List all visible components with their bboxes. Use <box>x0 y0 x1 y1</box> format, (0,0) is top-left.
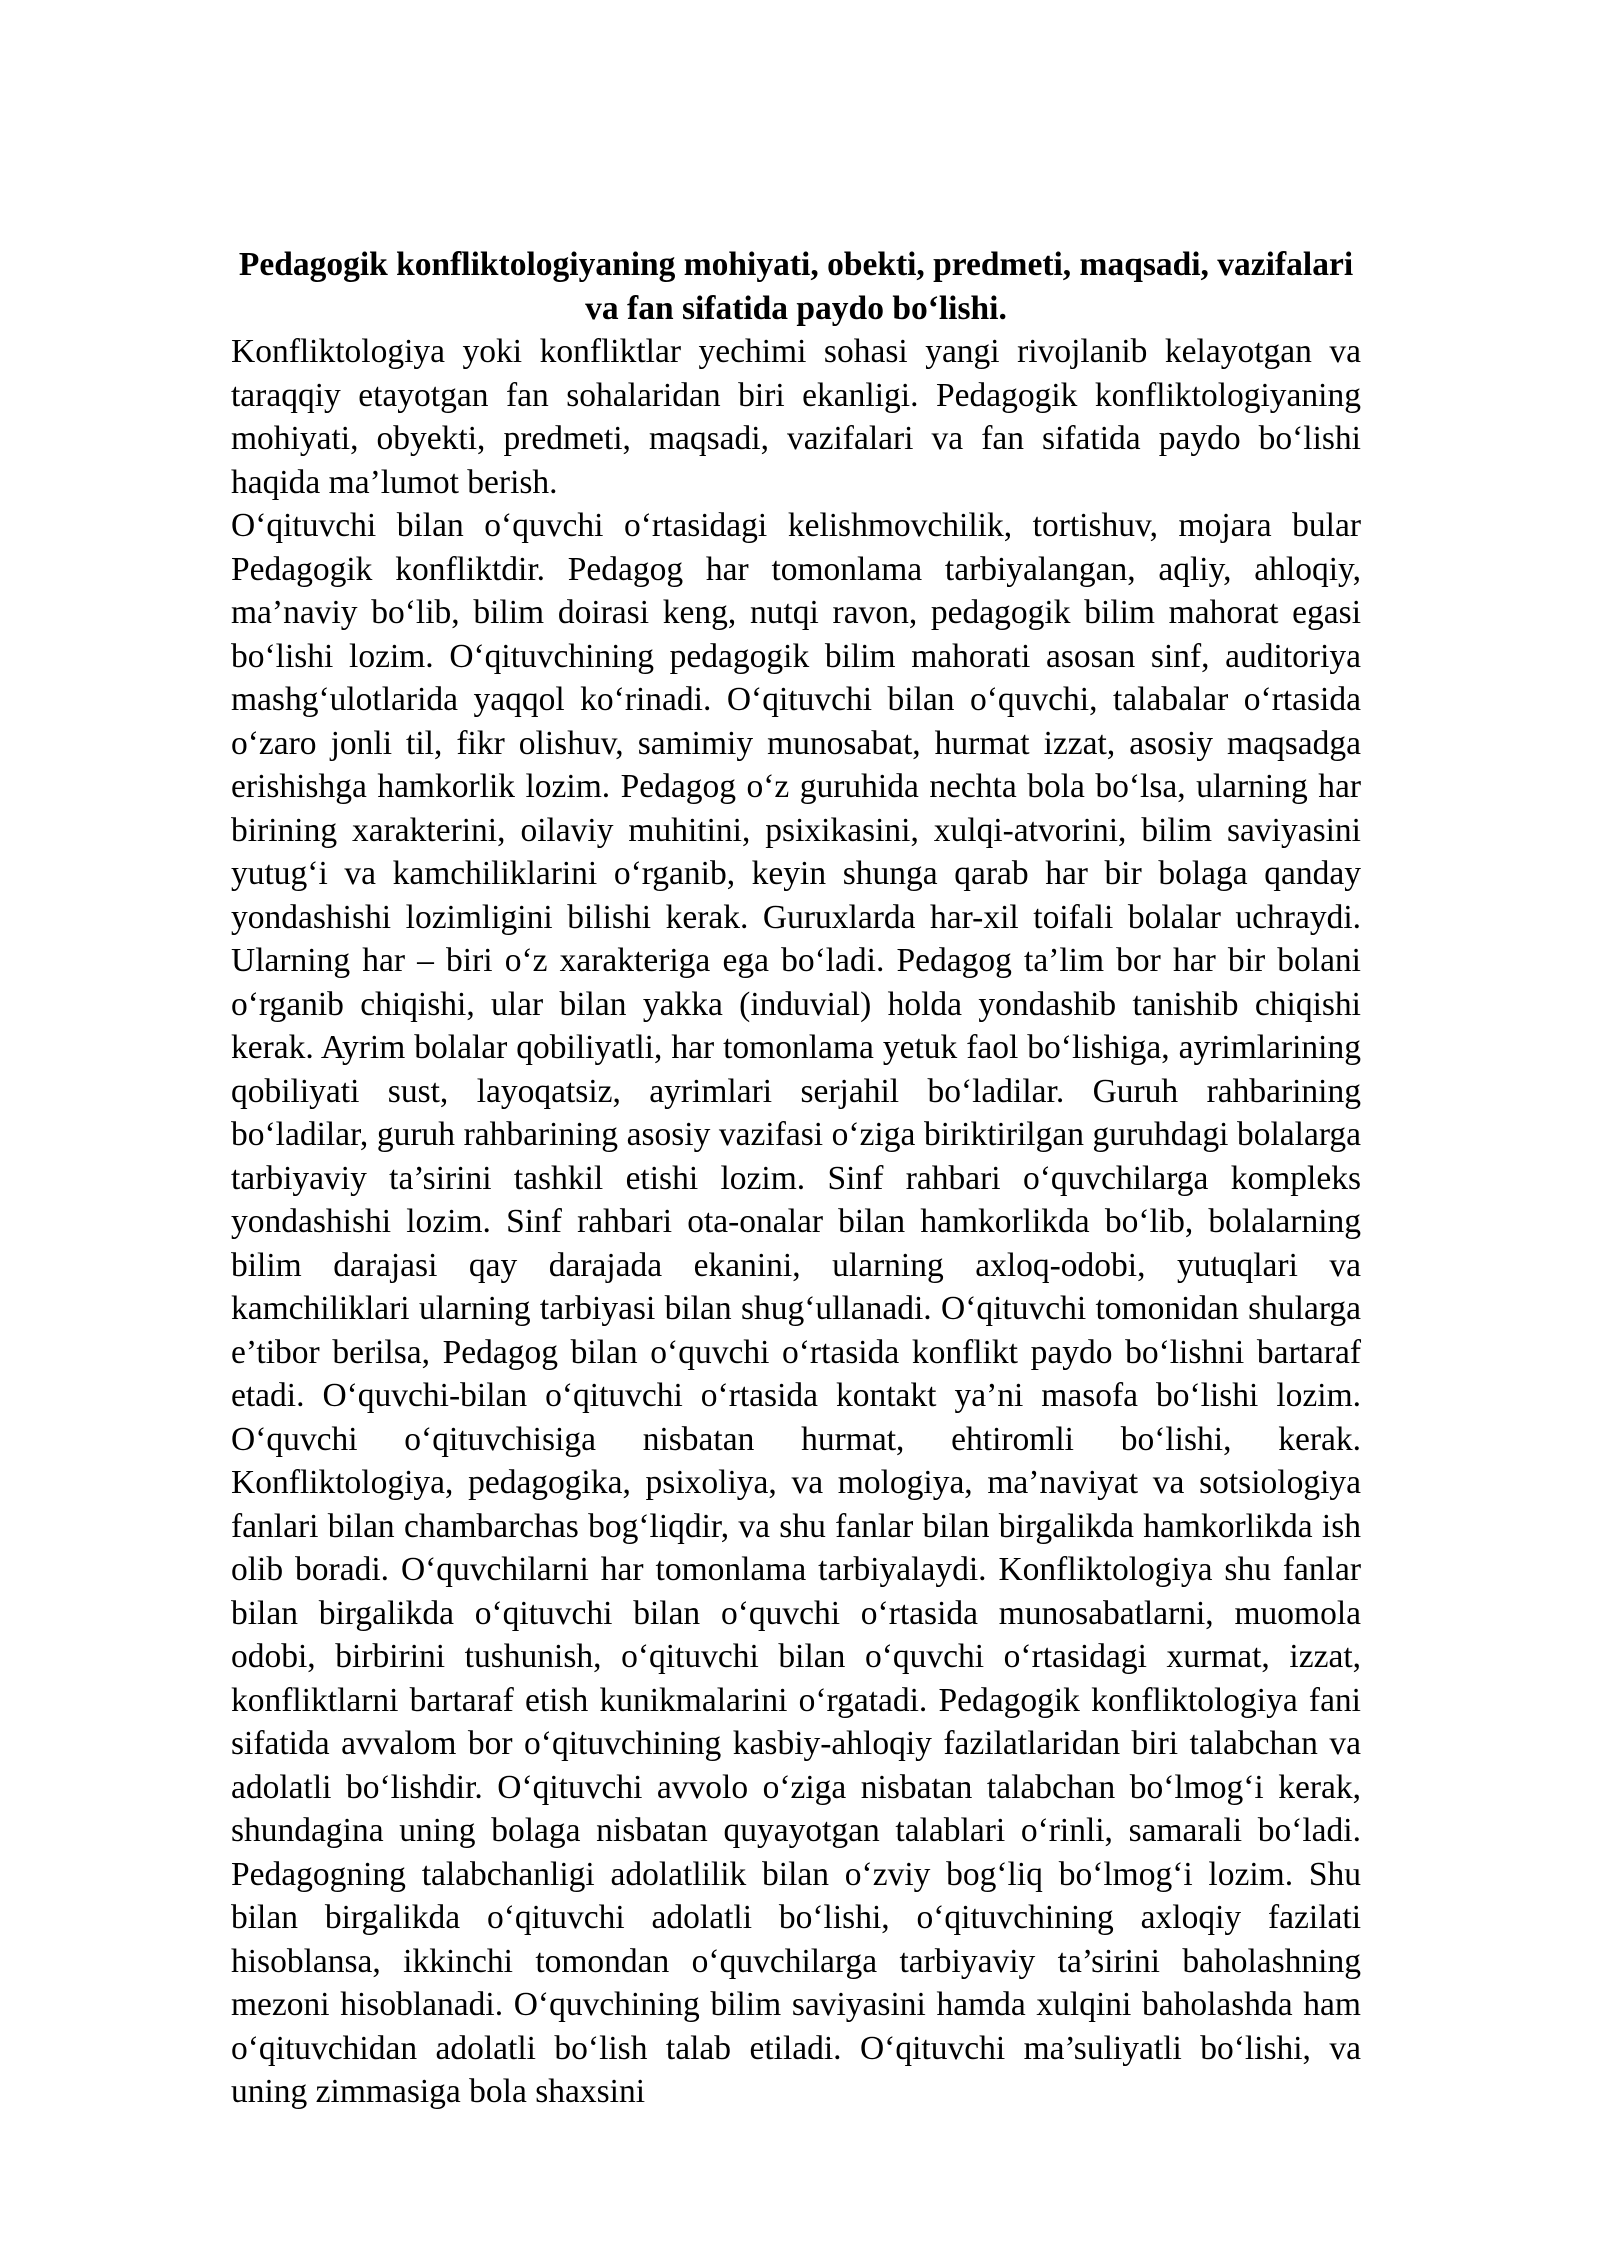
intro-paragraph: Konfliktologiya yoki konfliktlar yechimi sohasi yangi rivojlanib kelayotgan va taraqqiy etayotgan fan sohalaridan biri ekanligi. Pedagogik konfliktologiyaning mohiyati, obyekti, predmeti, maqsadi, vazifalari va fan sifatida paydo bo‘lishi haqida ma’lumot berish. <box>231 333 1361 501</box>
document-page <box>231 243 1361 2114</box>
body-paragraph: O‘qituvchi bilan o‘quvchi o‘rtasidagi kelishmovchilik, tortishuv, mojara bular Pedagogik konfliktdir. Pedagog har tomonlama tarbiyalangan, aqliy, ahloqiy, ma’naviy bo‘lib, bilim doirasi keng, nutqi ravon, pedagogik bilim mahorat egasi bo‘lishi lozim. O‘qituvchining pedagogik bilim mahorati asosan sinf, auditoriya mashg‘ulotlarida yaqqol ko‘rinadi. O‘qituvchi bilan o‘quvchi, talabalar o‘rtasida o‘zaro jonli til, fikr olishuv, samimiy munosabat, hurmat izzat, asosiy maqsadga erishishga hamkorlik lozim. Pedagog o‘z guruhida nechta bola bo‘lsa, ularning har birining xarakterini, oilaviy muhitini, psixikasini, xulqi-atvorini, bilim saviyasini yutug‘i va kamchiliklarini o‘rganib, keyin shunga qarab har bir bolaga qanday yondashishi lozimligini bilishi kerak. Guruxlarda har-xil toifali bolalar uchraydi. Ularning har – biri o‘z xarakteriga ega bo‘ladi. Pedagog ta’lim bor har bir bolani o‘rganib chiqishi, ular bilan yakka (induvial) holda yondashib tanishib chiqishi kerak. Ayrim bolalar qobiliyatli, har tomonlama yetuk faol bo‘lishiga, ayrimlarining qobiliyati sust, layoqatsiz, ayrimlari serjahil bo‘ladilar. Guruh rahbarining bo‘ladilar, guruh rahbarining asosiy vazifasi o‘ziga biriktirilgan guruhdagi bolalarga tarbiyaviy ta’sirini tashkil etishi lozim. Sinf rahbari o‘quvchilarga kompleks yondashishi lozim. Sinf rahbari ota-onalar bilan hamkorlikda bo‘lib, bolalarning bilim darajasi qay darajada ekanini, ularning axloq-odobi, yutuqlari va kamchiliklari ularning tarbiyasi bilan shug‘ullanadi. O‘qituvchi tomonidan shularga e’tibor berilsa, Pedagog bilan o‘quvchi o‘rtasida konflikt paydo bo‘lishni bartaraf etadi. O‘quvchi-bilan o‘qituvchi o‘rtasida kontakt ya’ni masofa bo‘lishi lozim. O‘quvchi o‘qituvchisiga nisbatan hurmat, ehtiromli bo‘lishi, kerak. Konfliktologiya, pedagogika, psixoliya, va mologiya, ma’naviyat va sotsiologiya fanlari bilan chambarchas bog‘liqdir, va shu fanlar bilan birgalikda hamkorlikda ish olib boradi. O‘quvchilarni har tomonlama tarbiyalaydi. Konfliktologiya shu fanlar bilan birgalikda o‘qituvchi bilan o‘quvchi o‘rtasida munosabatlarni, muomola odobi, birbirini tushunish, o‘qituvchi bilan o‘quvchi o‘rtasidagi xurmat, izzat, konfliktlarni bartaraf etish kunikmalarini o‘rgatadi. Pedagogik konfliktologiya fani sifatida avvalom bor o‘qituvchining kasbiy-ahloqiy fazilatlaridan biri talabchan va adolatli bo‘lishdir. O‘qituvchi avvolo o‘ziga nisbatan talabchan bo‘lmog‘i kerak, shundagina uning bolaga nisbatan quyayotgan talablari o‘rinli, samarali bo‘ladi. Pedagogning talabchanligi adolatlilik bilan o‘zviy bog‘liq bo‘lmog‘i lozim. Shu bilan birgalikda o‘qituvchi adolatli bo‘lishi, o‘qituvchining axloqiy fazilati hisoblansa, ikkinchi tomondan o‘quvchilarga tarbiyaviy ta’sirini baholashning mezoni hisoblanadi. O‘quvchining bilim saviyasini hamda xulqini baholashda ham o‘qituvchidan adolatli bo‘lish talab etiladi. O‘qituvchi ma’suliyatli bo‘lishi, va uning zimmasiga bola shaxsini <box>231 507 1361 2110</box>
document-title: Pedagogik konfliktologiyaning mohiyati, obekti, predmeti, maqsadi, vazifalari va fan sifatida paydo bo‘lishi. <box>238 246 1354 327</box>
